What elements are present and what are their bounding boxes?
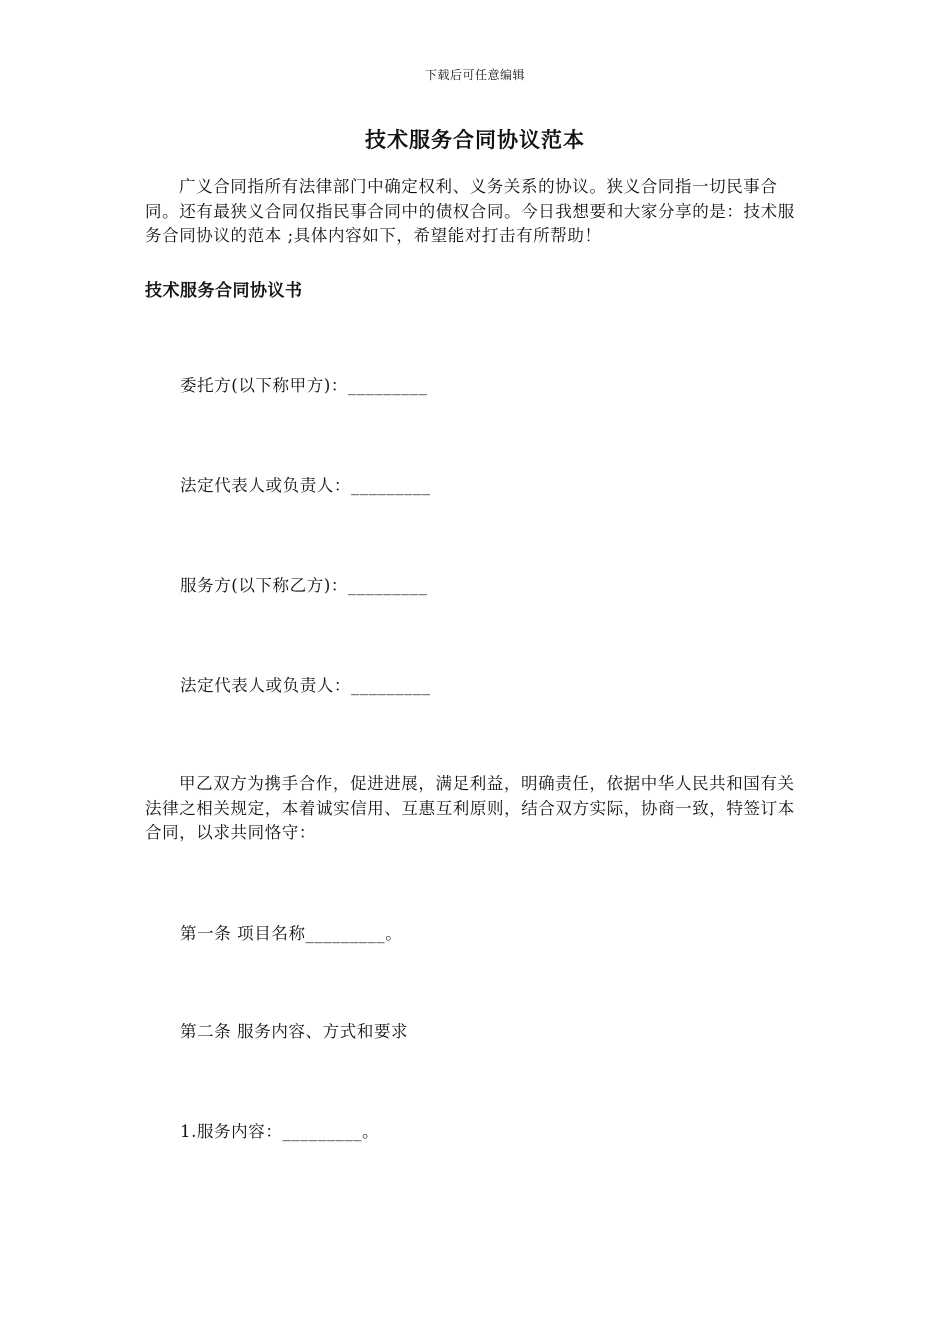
client-field: 委托方(以下称甲方)：_________ [180,376,428,395]
service-content-item: 1.服务内容：_________。 [180,1122,380,1141]
document-title: 技术服务合同协议范本 [365,128,585,152]
article-1-project-name: 第一条 项目名称_________。 [180,924,403,943]
intro-paragraph: 广义合同指所有法律部门中确定权利、义务关系的协议。狭义合同指一切民事合同。还有最狭义合同仅指民事合同中的债权合同。今日我想要和大家分享的是：技术服务合同协议的范本 ;具体内容如下，希望能对打击有所帮助！ [145,177,795,245]
provider-field: 服务方(以下称乙方)：_________ [180,576,428,595]
section-heading: 技术服务合同协议书 [145,281,303,301]
header-note: 下载后可任意编辑 [424,68,525,82]
client-representative-field: 法定代表人或负责人：_________ [180,476,431,495]
provider-representative-field: 法定代表人或负责人：_________ [180,676,431,695]
article-2-service-heading: 第二条 服务内容、方式和要求 [180,1022,409,1041]
preamble-paragraph: 甲乙双方为携手合作，促进进展，满足利益，明确责任，依据中华人民共和国有关法律之相关规定，本着诚实信用、互惠互利原则，结合双方实际，协商一致，特签订本合同，以求共同恪守： [145,774,795,842]
